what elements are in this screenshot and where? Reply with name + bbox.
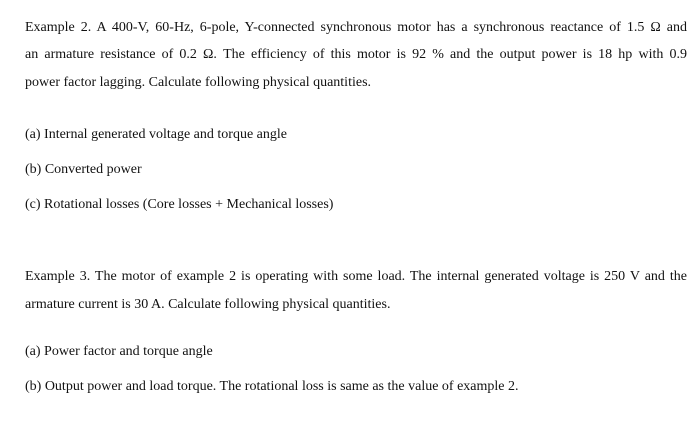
example3-question-b: (b) Output power and load torque. The rotational loss is same as the value of example 2.	[25, 379, 519, 394]
example2-problem-line-2: an armature resistance of 0.2 Ω. The efficiency of this motor is 92 % and the output power is 18 hp with 0.9	[25, 47, 687, 62]
example2-problem-line-3: power factor lagging. Calculate following physical quantities.	[25, 75, 372, 90]
example3-question-a: (a) Power factor and torque angle	[25, 344, 213, 359]
example2-question-b: (b) Converted power	[25, 162, 142, 177]
example3-problem-line-2: armature current is 30 A. Calculate following physical quantities.	[25, 297, 391, 312]
example2-problem-line-1: Example 2. A 400-V, 60-Hz, 6-pole, Y-connected synchronous motor has a synchronous reactance of 1.5 Ω and	[25, 20, 687, 35]
example2-question-c: (c) Rotational losses (Core losses + Mechanical losses)	[25, 197, 334, 212]
example2-question-a: (a) Internal generated voltage and torque angle	[25, 127, 287, 142]
example3-problem-line-1: Example 3. The motor of example 2 is operating with some load. The internal generated voltage is 250 V and the	[25, 269, 687, 284]
